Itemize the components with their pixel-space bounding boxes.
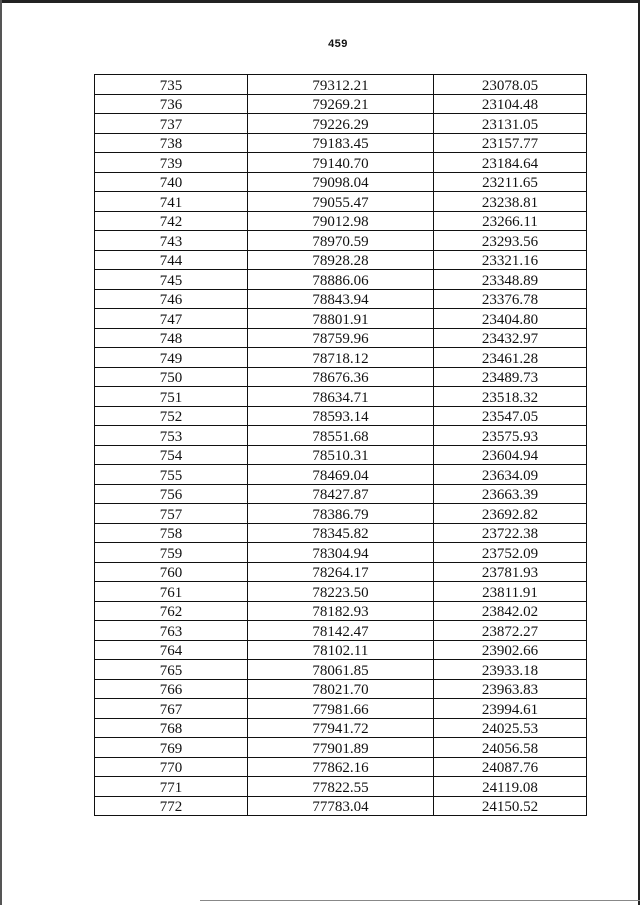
row-index-cell: 745 <box>95 270 248 290</box>
table-row <box>95 289 587 309</box>
table-row <box>95 562 587 582</box>
y-value-cell: 23461.28 <box>434 348 587 368</box>
table-row <box>95 640 587 660</box>
row-index-cell: 772 <box>95 796 248 816</box>
x-value-cell: 79055.47 <box>248 192 434 212</box>
y-value-cell: 23902.66 <box>434 640 587 660</box>
row-index-cell: 766 <box>95 679 248 699</box>
row-index-cell: 741 <box>95 192 248 212</box>
table-row <box>95 738 587 758</box>
row-index-cell: 748 <box>95 328 248 348</box>
data-table <box>94 74 587 816</box>
row-index-cell: 735 <box>95 75 248 95</box>
table-row <box>95 582 587 602</box>
y-value-cell: 24150.52 <box>434 796 587 816</box>
x-value-cell: 78142.47 <box>248 621 434 641</box>
x-value-cell: 78469.04 <box>248 465 434 485</box>
table-row <box>95 75 587 95</box>
table-row <box>95 231 587 251</box>
x-value-cell: 78510.31 <box>248 445 434 465</box>
x-value-cell: 78886.06 <box>248 270 434 290</box>
table-row <box>95 153 587 173</box>
x-value-cell: 78801.91 <box>248 309 434 329</box>
x-value-cell: 78264.17 <box>248 562 434 582</box>
row-index-cell: 739 <box>95 153 248 173</box>
y-value-cell: 24056.58 <box>434 738 587 758</box>
table-row <box>95 114 587 134</box>
x-value-cell: 79226.29 <box>248 114 434 134</box>
page-number: 459 <box>328 38 348 50</box>
table-row <box>95 270 587 290</box>
row-index-cell: 744 <box>95 250 248 270</box>
table-row <box>95 94 587 114</box>
table-row <box>95 309 587 329</box>
y-value-cell: 23157.77 <box>434 133 587 153</box>
x-value-cell: 78304.94 <box>248 543 434 563</box>
row-index-cell: 746 <box>95 289 248 309</box>
y-value-cell: 23376.78 <box>434 289 587 309</box>
y-value-cell: 23078.05 <box>434 75 587 95</box>
row-index-cell: 770 <box>95 757 248 777</box>
table-row <box>95 172 587 192</box>
x-value-cell: 78759.96 <box>248 328 434 348</box>
x-value-cell: 78676.36 <box>248 367 434 387</box>
row-index-cell: 751 <box>95 387 248 407</box>
table-row <box>95 601 587 621</box>
y-value-cell: 23211.65 <box>434 172 587 192</box>
y-value-cell: 23575.93 <box>434 426 587 446</box>
row-index-cell: 736 <box>95 94 248 114</box>
table-row <box>95 796 587 816</box>
table-row <box>95 660 587 680</box>
table-row <box>95 445 587 465</box>
row-index-cell: 755 <box>95 465 248 485</box>
y-value-cell: 23348.89 <box>434 270 587 290</box>
x-value-cell: 78718.12 <box>248 348 434 368</box>
table-row <box>95 133 587 153</box>
x-value-cell: 79012.98 <box>248 211 434 231</box>
x-value-cell: 78634.71 <box>248 387 434 407</box>
table-row <box>95 250 587 270</box>
x-value-cell: 78427.87 <box>248 484 434 504</box>
y-value-cell: 23547.05 <box>434 406 587 426</box>
y-value-cell: 23131.05 <box>434 114 587 134</box>
x-value-cell: 77901.89 <box>248 738 434 758</box>
x-value-cell: 78843.94 <box>248 289 434 309</box>
y-value-cell: 23722.38 <box>434 523 587 543</box>
x-value-cell: 78021.70 <box>248 679 434 699</box>
x-value-cell: 78102.11 <box>248 640 434 660</box>
row-index-cell: 761 <box>95 582 248 602</box>
table-row <box>95 621 587 641</box>
row-index-cell: 743 <box>95 231 248 251</box>
y-value-cell: 23933.18 <box>434 660 587 680</box>
x-value-cell: 77822.55 <box>248 777 434 797</box>
row-index-cell: 740 <box>95 172 248 192</box>
table-row <box>95 406 587 426</box>
row-index-cell: 762 <box>95 601 248 621</box>
y-value-cell: 24025.53 <box>434 718 587 738</box>
table-row <box>95 484 587 504</box>
row-index-cell: 742 <box>95 211 248 231</box>
y-value-cell: 23489.73 <box>434 367 587 387</box>
table-row <box>95 718 587 738</box>
scan-border-bottom <box>200 900 640 901</box>
table-row <box>95 504 587 524</box>
x-value-cell: 77981.66 <box>248 699 434 719</box>
row-index-cell: 768 <box>95 718 248 738</box>
row-index-cell: 767 <box>95 699 248 719</box>
x-value-cell: 78223.50 <box>248 582 434 602</box>
table-row <box>95 679 587 699</box>
y-value-cell: 23266.11 <box>434 211 587 231</box>
row-index-cell: 760 <box>95 562 248 582</box>
row-index-cell: 738 <box>95 133 248 153</box>
row-index-cell: 769 <box>95 738 248 758</box>
row-index-cell: 749 <box>95 348 248 368</box>
row-index-cell: 765 <box>95 660 248 680</box>
y-value-cell: 23293.56 <box>434 231 587 251</box>
y-value-cell: 23238.81 <box>434 192 587 212</box>
y-value-cell: 23842.02 <box>434 601 587 621</box>
table-row <box>95 523 587 543</box>
row-index-cell: 753 <box>95 426 248 446</box>
x-value-cell: 79312.21 <box>248 75 434 95</box>
table-row <box>95 777 587 797</box>
x-value-cell: 78593.14 <box>248 406 434 426</box>
table-row <box>95 348 587 368</box>
table-row <box>95 367 587 387</box>
y-value-cell: 23634.09 <box>434 465 587 485</box>
table-row <box>95 426 587 446</box>
x-value-cell: 77862.16 <box>248 757 434 777</box>
y-value-cell: 23404.80 <box>434 309 587 329</box>
y-value-cell: 23781.93 <box>434 562 587 582</box>
x-value-cell: 79183.45 <box>248 133 434 153</box>
x-value-cell: 78551.68 <box>248 426 434 446</box>
y-value-cell: 23963.83 <box>434 679 587 699</box>
y-value-cell: 23604.94 <box>434 445 587 465</box>
row-index-cell: 757 <box>95 504 248 524</box>
table-row <box>95 465 587 485</box>
x-value-cell: 77941.72 <box>248 718 434 738</box>
table-row <box>95 192 587 212</box>
x-value-cell: 78928.28 <box>248 250 434 270</box>
y-value-cell: 23518.32 <box>434 387 587 407</box>
row-index-cell: 771 <box>95 777 248 797</box>
y-value-cell: 24087.76 <box>434 757 587 777</box>
x-value-cell: 78061.85 <box>248 660 434 680</box>
x-value-cell: 79269.21 <box>248 94 434 114</box>
y-value-cell: 24119.08 <box>434 777 587 797</box>
row-index-cell: 759 <box>95 543 248 563</box>
x-value-cell: 77783.04 <box>248 796 434 816</box>
x-value-cell: 78345.82 <box>248 523 434 543</box>
table-row <box>95 699 587 719</box>
y-value-cell: 23994.61 <box>434 699 587 719</box>
table-row <box>95 328 587 348</box>
y-value-cell: 23432.97 <box>434 328 587 348</box>
y-value-cell: 23872.27 <box>434 621 587 641</box>
x-value-cell: 78970.59 <box>248 231 434 251</box>
row-index-cell: 750 <box>95 367 248 387</box>
y-value-cell: 23321.16 <box>434 250 587 270</box>
scan-border-left <box>0 0 2 905</box>
y-value-cell: 23663.39 <box>434 484 587 504</box>
x-value-cell: 78386.79 <box>248 504 434 524</box>
scan-border-top <box>0 0 640 3</box>
x-value-cell: 79140.70 <box>248 153 434 173</box>
table-row <box>95 387 587 407</box>
table-body <box>95 75 587 816</box>
row-index-cell: 763 <box>95 621 248 641</box>
row-index-cell: 752 <box>95 406 248 426</box>
row-index-cell: 756 <box>95 484 248 504</box>
y-value-cell: 23692.82 <box>434 504 587 524</box>
table-row <box>95 211 587 231</box>
row-index-cell: 737 <box>95 114 248 134</box>
y-value-cell: 23752.09 <box>434 543 587 563</box>
y-value-cell: 23811.91 <box>434 582 587 602</box>
table-row <box>95 757 587 777</box>
x-value-cell: 78182.93 <box>248 601 434 621</box>
row-index-cell: 758 <box>95 523 248 543</box>
y-value-cell: 23104.48 <box>434 94 587 114</box>
row-index-cell: 764 <box>95 640 248 660</box>
y-value-cell: 23184.64 <box>434 153 587 173</box>
table-row <box>95 543 587 563</box>
x-value-cell: 79098.04 <box>248 172 434 192</box>
row-index-cell: 747 <box>95 309 248 329</box>
row-index-cell: 754 <box>95 445 248 465</box>
